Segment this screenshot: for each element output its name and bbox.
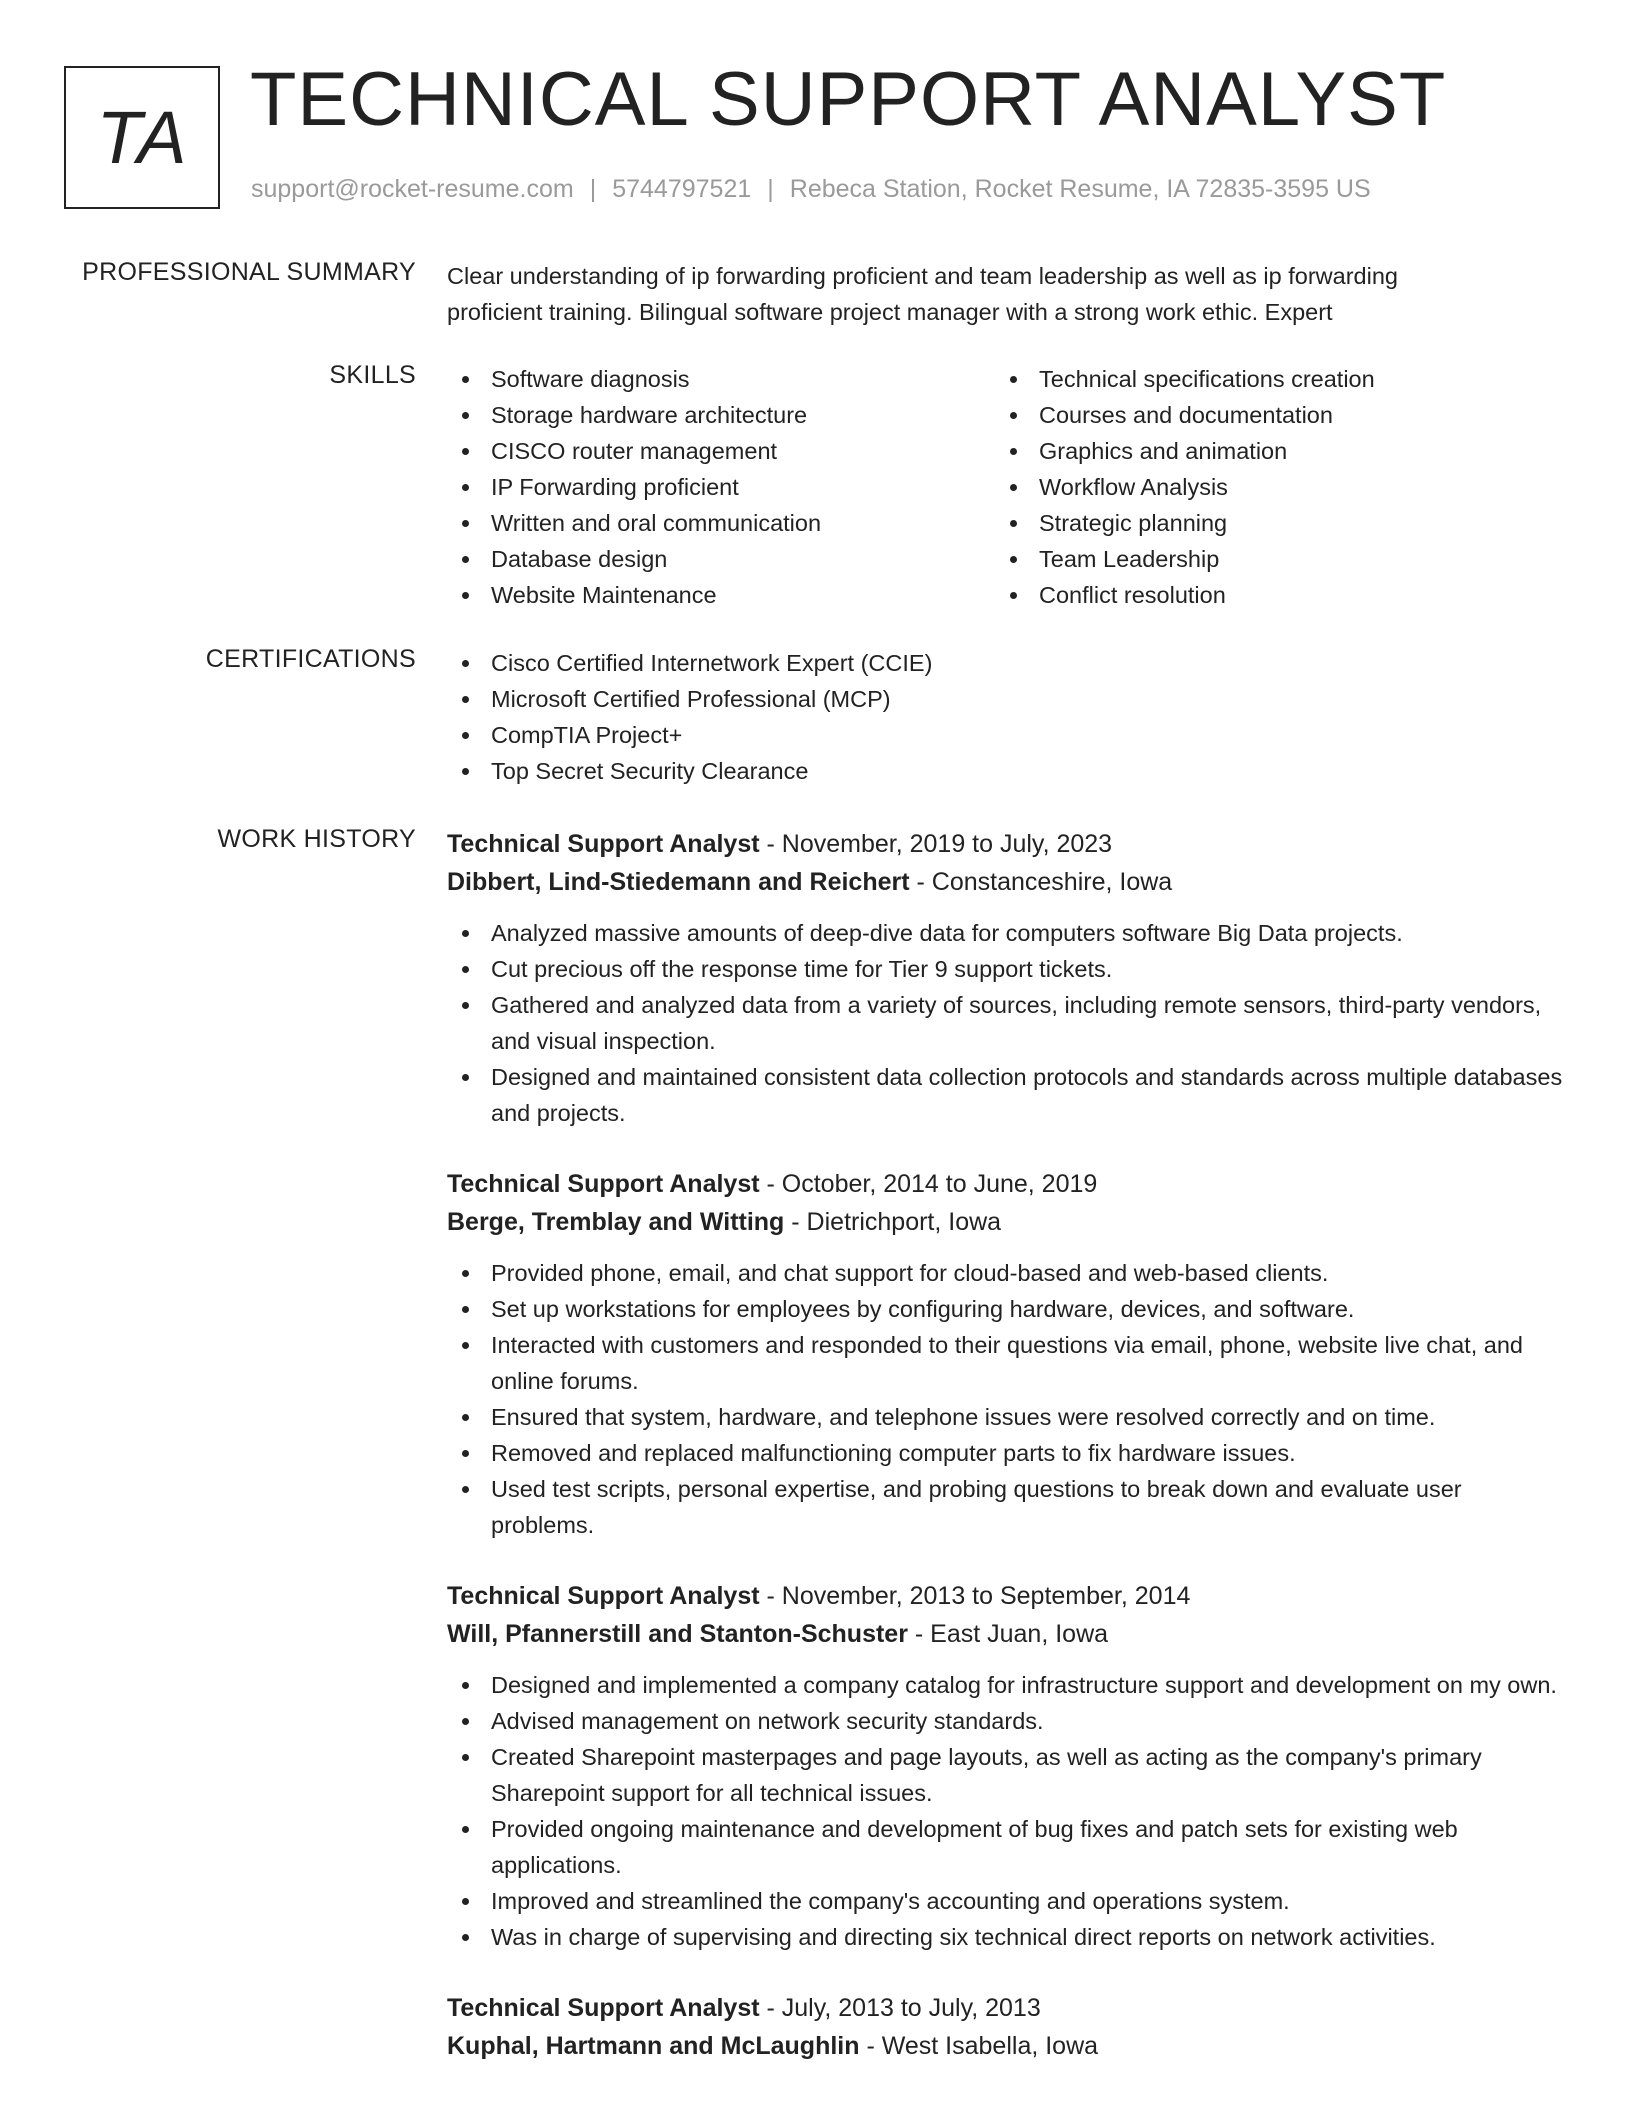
job-bullet: Interacted with customers and responded to their questions via email, phone, website live chat, and online forums. (447, 1327, 1567, 1399)
work-history-body (447, 825, 1567, 2099)
contact-address: Rebeca Station, Rocket Resume, IA 72835-3595 US (789, 175, 1371, 203)
job-company-line (447, 1615, 1567, 1653)
job-location: - Constanceshire, Iowa (909, 868, 1173, 896)
monogram-box (64, 66, 220, 209)
job-bullet: Designed and implemented a company catalog for infrastructure support and development on my own. (447, 1667, 1567, 1703)
skill-item: Website Maintenance (447, 577, 995, 613)
job-location: - Dietrichport, Iowa (784, 1208, 1002, 1236)
skill-item: IP Forwarding proficient (447, 469, 995, 505)
job-title-line (447, 1577, 1567, 1615)
contact-separator: | (589, 175, 597, 203)
skills-list-left (447, 361, 995, 613)
job-bullet: Used test scripts, personal expertise, and probing questions to break down and evaluate user problems. (447, 1471, 1567, 1543)
job-title: Technical Support Analyst (447, 830, 760, 858)
skill-item: Storage hardware architecture (447, 397, 995, 433)
skill-item: Team Leadership (995, 541, 1543, 577)
job-entry (447, 1577, 1567, 1955)
job-bullet-list (447, 1255, 1567, 1543)
skill-item: CISCO router management (447, 433, 995, 469)
contact-line (251, 175, 1371, 204)
skill-item: Software diagnosis (447, 361, 995, 397)
job-company: Kuphal, Hartmann and McLaughlin (447, 2032, 860, 2060)
skill-item: Workflow Analysis (995, 469, 1543, 505)
job-bullet: Gathered and analyzed data from a variety of sources, including remote sensors, third-party vendors, and visual inspection. (447, 987, 1567, 1059)
job-dates: - November, 2013 to September, 2014 (759, 1582, 1191, 1610)
resume-title: TECHNICAL SUPPORT ANALYST (250, 57, 1447, 142)
job-dates: - July, 2013 to July, 2013 (759, 1994, 1041, 2022)
job-title: Technical Support Analyst (447, 1170, 760, 1198)
certification-item: Cisco Certified Internetwork Expert (CCIE) (447, 645, 1567, 681)
contact-separator: | (767, 175, 774, 203)
job-bullet-list (447, 915, 1567, 1131)
skills-list-right (995, 361, 1543, 613)
section-heading-skills: SKILLS (329, 361, 416, 389)
job-dates: - November, 2019 to July, 2023 (759, 830, 1113, 858)
job-bullet: Improved and streamlined the company's accounting and operations system. (447, 1883, 1567, 1919)
contact-email[interactable]: support@rocket-resume.com (251, 175, 574, 203)
skill-item: Courses and documentation (995, 397, 1543, 433)
skills-body (447, 361, 1567, 613)
monogram-initials: TA (96, 96, 188, 179)
job-entry (447, 1989, 1567, 2065)
skill-item: Graphics and animation (995, 433, 1543, 469)
job-company: Will, Pfannerstill and Stanton-Schuster (447, 1620, 908, 1648)
job-title-line (447, 825, 1567, 863)
skill-item: Database design (447, 541, 995, 577)
job-bullet: Designed and maintained consistent data collection protocols and standards across multiple databases and projects. (447, 1059, 1567, 1131)
job-bullet: Removed and replaced malfunctioning computer parts to fix hardware issues. (447, 1435, 1567, 1471)
job-title: Technical Support Analyst (447, 1582, 760, 1610)
certification-item: Microsoft Certified Professional (MCP) (447, 681, 1567, 717)
skill-item: Technical specifications creation (995, 361, 1543, 397)
job-dates: - October, 2014 to June, 2019 (759, 1170, 1098, 1198)
job-title: Technical Support Analyst (447, 1994, 760, 2022)
job-bullet: Provided phone, email, and chat support for cloud-based and web-based clients. (447, 1255, 1567, 1291)
certification-item: CompTIA Project+ (447, 717, 1567, 753)
section-heading-work-history: WORK HISTORY (217, 825, 416, 853)
skill-item: Written and oral communication (447, 505, 995, 541)
job-bullet: Created Sharepoint masterpages and page layouts, as well as acting as the company's primary Sharepoint support for all technical issues. (447, 1739, 1567, 1811)
job-entry (447, 1165, 1567, 1543)
job-company-line (447, 863, 1567, 901)
certification-item: Top Secret Security Clearance (447, 753, 1567, 789)
job-title-line (447, 1165, 1567, 1203)
job-bullet-list (447, 1667, 1567, 1955)
job-location: - West Isabella, Iowa (859, 2032, 1099, 2060)
skill-item: Conflict resolution (995, 577, 1543, 613)
job-bullet: Ensured that system, hardware, and telephone issues were resolved correctly and on time. (447, 1399, 1567, 1435)
job-title-line (447, 1989, 1567, 2027)
job-company: Dibbert, Lind-Stiedemann and Reichert (447, 868, 910, 896)
job-company-line (447, 2027, 1567, 2065)
job-bullet: Advised management on network security standards. (447, 1703, 1567, 1739)
job-bullet: Cut precious off the response time for Tier 9 support tickets. (447, 951, 1567, 987)
summary-text: Clear understanding of ip forwarding proficient and team leadership as well as ip forwarding proficient training. Bilingual software project manager with a strong work ethic. Expert (447, 263, 1398, 325)
certifications-list (447, 645, 1567, 789)
job-location: - East Juan, Iowa (907, 1620, 1109, 1648)
skill-item: Strategic planning (995, 505, 1543, 541)
certifications-body (447, 645, 1567, 789)
contact-phone[interactable]: 5744797521 (612, 175, 752, 203)
job-entry (447, 825, 1567, 1131)
job-bullet: Was in charge of supervising and directing six technical direct reports on network activities. (447, 1919, 1567, 1955)
job-bullet: Provided ongoing maintenance and development of bug fixes and patch sets for existing web applications. (447, 1811, 1567, 1883)
section-heading-summary: PROFESSIONAL SUMMARY (82, 258, 416, 286)
job-company-line (447, 1203, 1567, 1241)
job-bullet: Set up workstations for employees by configuring hardware, devices, and software. (447, 1291, 1567, 1327)
job-bullet: Analyzed massive amounts of deep-dive data for computers software Big Data projects. (447, 915, 1567, 951)
job-company: Berge, Tremblay and Witting (447, 1208, 785, 1236)
section-heading-certifications: CERTIFICATIONS (205, 645, 416, 673)
